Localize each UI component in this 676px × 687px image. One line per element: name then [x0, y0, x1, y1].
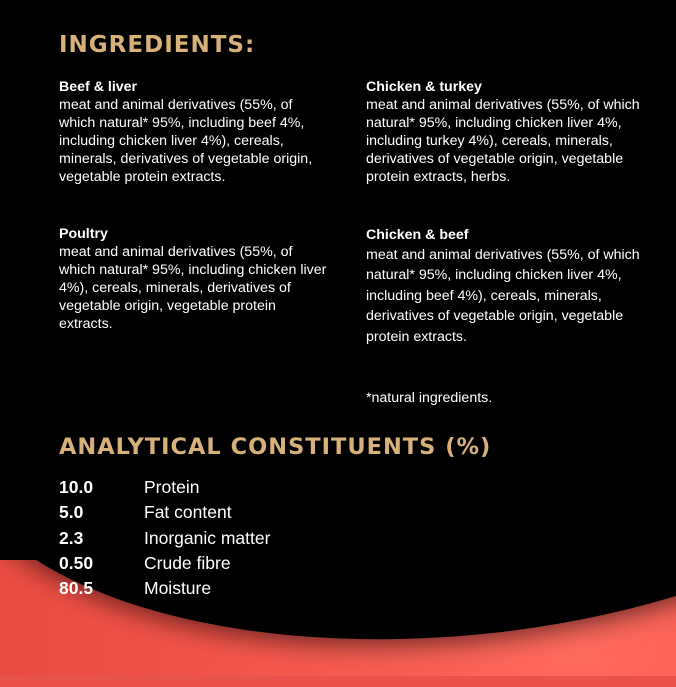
constituent-label: Moisture [144, 578, 212, 599]
constituent-label: Crude fibre [144, 553, 231, 574]
ingredient-description: meat and animal derivatives (55%, of which natural* 95%, including chicken liver 4%, including turkey 4%), cereals, minerals, derivatives of vegetable origin, vegetable protein extracts, herbs. [366, 97, 640, 185]
constituent-row-moisture [59, 576, 270, 601]
ingredient-block-poultry [59, 225, 331, 333]
constituent-value: 10.0 [59, 477, 94, 498]
ingredient-title: Beef & liver [59, 79, 138, 95]
constituents-table [59, 475, 270, 601]
ingredient-description: meat and animal derivatives (55%, of which natural* 95%, including chicken liver 4%, including beef 4%), cereals, minerals, derivatives of vegetable origin, vegetable protein extracts. [366, 246, 640, 345]
constituent-row-protein [59, 475, 270, 500]
constituent-value: 5.0 [59, 502, 84, 523]
ingredient-title: Poultry [59, 226, 108, 242]
ingredient-title: Chicken & beef [366, 227, 469, 243]
constituent-row-inorganic [59, 526, 270, 551]
ingredient-block-chicken-beef [366, 225, 648, 348]
ingredients-heading: INGREDIENTS: [59, 32, 256, 58]
constituent-row-fat [59, 500, 270, 525]
constituent-value: 0.50 [59, 553, 94, 574]
ingredient-title: Chicken & turkey [366, 79, 482, 95]
constituent-value: 80.5 [59, 578, 94, 599]
constituent-row-fibre [59, 551, 270, 576]
ingredient-block-beef-liver [59, 78, 331, 186]
constituent-label: Protein [144, 477, 200, 498]
ingredient-description: meat and animal derivatives (55%, of which natural* 95%, including chicken liver 4%), cereals, minerals, derivatives of vegetable origin, vegetable protein extracts. [59, 244, 327, 332]
constituent-label: Inorganic matter [144, 527, 271, 548]
constituent-value: 2.3 [59, 527, 84, 548]
constituent-label: Fat content [144, 502, 232, 523]
ingredient-block-chicken-turkey [366, 78, 648, 186]
ingredient-description: meat and animal derivatives (55%, of which natural* 95%, including beef 4%, including chicken liver 4%), cereals, minerals, derivatives of vegetable origin, vegetable protein extracts. [59, 97, 313, 185]
analytical-heading: ANALYTICAL CONSTITUENTS (%) [59, 434, 492, 460]
natural-footnote: *natural ingredients. [366, 390, 493, 406]
